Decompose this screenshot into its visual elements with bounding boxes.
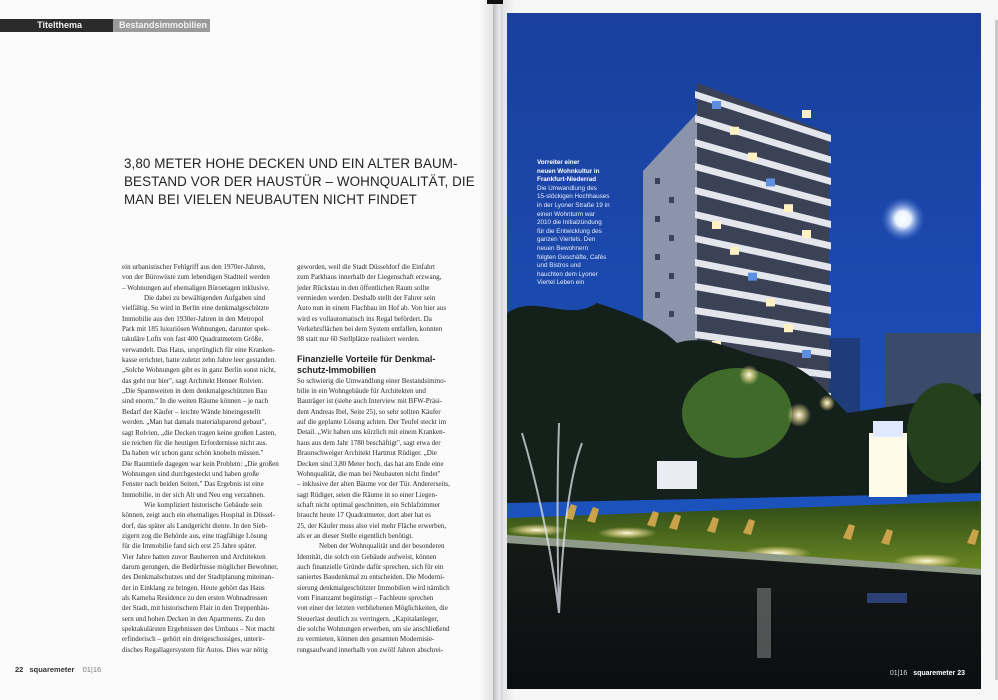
side-window <box>669 273 674 279</box>
text-line: 98 statt nur 60 Stellplätze realisiert werden. <box>297 335 420 344</box>
text-line: Immobilie, in der sich Alt und Neu eng verzahnen. <box>122 490 265 499</box>
text-line: vielfältig. So wird in Berlin eine denkmalgeschützte <box>122 304 269 313</box>
headline-line: MAN BEI VIELEN NEUBAUTEN NICHT FINDET <box>124 192 417 207</box>
text-line: vom Finanzamt begünstigt – Fachleute sprechen <box>297 593 434 602</box>
text-line: zigern zog die Behörde aus, eine tragfähige Lösung <box>122 531 268 540</box>
caption-line: 15-stöckigen Hochhauses <box>537 193 610 201</box>
text-line: „Die Spannweiten in dem denkmalgeschützten Bau <box>122 387 268 396</box>
subheading <box>297 354 469 376</box>
lit-window <box>784 204 793 212</box>
side-window <box>655 178 660 184</box>
text-line: sie reichen für die heutigen Erfordernisse nicht aus. <box>122 438 268 447</box>
page-number: 23 <box>957 670 965 677</box>
caption-line: Die Umwandlung des <box>537 184 597 192</box>
text-line: rungsaufwand innerhalb von zwölf Jahren abschrei- <box>297 645 444 654</box>
lit-tree <box>682 368 792 458</box>
lit-window <box>766 298 775 306</box>
side-window <box>669 197 674 203</box>
text-line: „Solche Wohnungen gibt es in ganz Berlin sonst nicht, <box>122 366 276 375</box>
lit-window <box>802 230 811 238</box>
text-line: Neben der Wohnqualität und der besonderen <box>319 542 445 551</box>
text-line: von der Bürowüste zum lebendigen Stadtteil werden <box>122 273 270 282</box>
text-line: Wohnqualität, die man bei Neubauten nicht findet" <box>297 469 441 478</box>
text-line: als Kameha Residence zu den ersten Wohnadressen <box>122 594 268 602</box>
text-line: kasse errichtet, hatte zuletzt zehn Jahre leer gestanden. <box>122 356 276 365</box>
photo-caption <box>537 159 637 288</box>
text-line: dent Andreas Ibel, Seite 25), so sehr sollten Käufer <box>297 407 441 416</box>
text-line: – inklusive der alten Bäume vor der Tür. Andererseits, <box>297 480 450 489</box>
body-column-2-part-a <box>297 262 469 345</box>
folio-right <box>890 670 965 677</box>
text-line: Wohnungen sind durchgesteckt und haben große <box>122 469 260 478</box>
side-window <box>655 254 660 260</box>
left-page <box>0 0 493 700</box>
text-line: Die dabei zu bewältigenden Aufgaben sind <box>144 294 266 303</box>
text-line: geworden, weil die Stadt Düsseldorf die Einfahrt <box>297 263 435 271</box>
text-line: sern und hohen Decken in den Apartments. Zu den <box>122 614 266 623</box>
lit-window <box>748 153 757 161</box>
body-column-2-part-b <box>297 376 469 655</box>
text-line: Detail. „Wir haben uns kürzlich mit einem Kranken- <box>297 428 446 437</box>
caption-line: Viertel Leben ein <box>537 279 585 287</box>
caption-line: und Bistros und <box>537 262 581 270</box>
magazine-brand: squaremeter <box>913 670 956 677</box>
lit-house <box>657 461 697 489</box>
caption-line: neuen Bewohnern <box>537 244 589 252</box>
headline-line: 3,80 METER HOHE DECKEN UND EIN ALTER BAUM- <box>124 156 458 171</box>
caption-line: hauchten dem Lyoner <box>537 270 598 278</box>
text-line: für die Immobilie fand sich erst 25 Jahre später. <box>122 542 257 551</box>
caption-line: einen Wohnturm war <box>537 210 595 218</box>
caption-line: in der Lyoner Straße 19 in <box>537 201 610 209</box>
text-line: auch finanzielle Gründe dafür sprechen, sich für ein <box>297 562 444 571</box>
text-line: 25, der Käufer muss also viel mehr Fläche erwerben, <box>297 521 447 530</box>
text-line: das geht nur hier", sagt Architekt Henner Rolvien. <box>122 376 264 385</box>
text-line: – Wohnungen auf ehemaligen Büroetagen inklusive. <box>122 283 270 292</box>
reflection <box>757 588 771 658</box>
moon <box>881 197 925 241</box>
text-line: vermieden werden. Deshalb stellt der Fahrer sein <box>297 294 436 303</box>
text-line: Auto nun in einem Flachbau im Hof ab. Von hier aus <box>297 304 447 313</box>
subheading-line: schutz-Immobilien <box>297 364 377 375</box>
text-line: Da haben wir schon ganz schön knobeln müssen." <box>122 449 264 458</box>
text-line: jeder Rückstau in den öffentlichen Raum sollte <box>297 283 430 292</box>
text-line: schaft nicht optimal geschnitten, ein Schlafzimmer <box>297 500 441 509</box>
text-line: auf die geplante Lösung achten. Der Teufel steckt im <box>297 418 447 427</box>
right-page <box>503 0 998 700</box>
side-window <box>669 235 674 241</box>
text-line: von einer der letzten verbliebenen Möglichkeiten, die <box>297 604 448 613</box>
rubric-secondary: Bestandsimmobilien <box>113 19 210 32</box>
lit-window <box>730 247 739 255</box>
side-window <box>655 216 660 222</box>
page-number: 22 <box>15 665 24 674</box>
lit-window <box>802 350 811 358</box>
text-line: Immobilie aus den 1930er-Jahren in den Metropol <box>122 314 264 323</box>
subheading-line: Finanzielle Vorteile für Denkmal- <box>297 353 436 364</box>
text-line: sind enorm." In die weiten Räume können – je nach <box>122 397 269 406</box>
lit-window <box>766 178 775 186</box>
text-line: Bauträger ist (siehe auch Interview mit BFW-Präsi- <box>297 397 443 406</box>
text-line: des Denkmalschutzes und der Stadtplanung miteinan- <box>122 573 274 582</box>
text-line: takuläre Lofts von fast 400 Quadratmetern Größe, <box>122 335 264 344</box>
caption-line: 2010 die Initialzündung <box>537 219 602 227</box>
text-line: bilie in ein Wohngebäude für Architekten und <box>297 387 426 396</box>
headline <box>124 155 475 209</box>
text-line: spektakulärsten Ergebnissen des Umbaus – Not macht <box>122 625 275 634</box>
text-line: Vier Jahre hatten zuvor Bauherren und Architekten <box>122 552 266 561</box>
text-line: sagt Rolvien, „die Decken tragen keine großen Lasten, <box>122 428 276 437</box>
text-line: sagt Rüdiger, seien die Räume in so einer Liegen- <box>297 490 438 499</box>
text-line: dorf, das später als Landgericht diente. In den Sieb- <box>122 521 268 530</box>
text-line: Wie kompliziert historische Gebäude sein <box>144 500 262 509</box>
issue-number: 01|16 <box>889 670 908 677</box>
caption-title-line: Frankfurt-Niederrad <box>537 176 597 184</box>
text-line: Fenster nach beiden Seiten." Das Ergebnis ist eine <box>122 480 264 489</box>
sign-top <box>873 421 903 437</box>
street-lamp <box>819 395 835 411</box>
section-rubric <box>0 19 210 32</box>
text-line: saniertes Baudenkmal zu entscheiden. Die Moderni- <box>297 573 445 582</box>
text-line: Braunschweiger Architekt Hartmut Rüdiger. „Die <box>297 449 437 458</box>
lit-window <box>712 221 721 229</box>
street-lamp <box>739 365 759 385</box>
ground-light <box>597 527 657 539</box>
street-lamp <box>787 403 811 427</box>
text-line: braucht heute 17 Quadratmeter, dort aber hat es <box>297 511 431 520</box>
lit-window <box>802 110 811 118</box>
text-line: können, zeigt auch ein ehemaliges Hospital in Düssel- <box>122 511 276 520</box>
text-line: die solche Wohnungen erwerben, um sie anschließend <box>297 625 450 633</box>
text-line: Steuerlast deutlich zu verringern. „Kapitalanleger, <box>297 614 439 623</box>
text-line: der in Einklang zu bringen. Heute gehört das Haus <box>122 583 265 592</box>
text-line: Verkehrsflächen bei dem System entfallen, konnten <box>297 325 443 334</box>
folio-left <box>15 665 101 674</box>
text-line: disches Regallagersystem für Autos. Dies war nötig <box>122 645 268 654</box>
spine-gutter <box>493 0 503 700</box>
illuminated-sign <box>869 433 907 497</box>
text-line: Park mit 185 luxuriösen Wohnungen, darunter spek- <box>122 325 270 334</box>
body-column-2 <box>297 262 469 655</box>
text-line: darum gerungen, die Bedürfnisse möglicher Bewohner, <box>122 562 279 571</box>
side-window <box>669 311 674 317</box>
text-line: Decken sind 3,80 Meter hoch, das hat am Ende eine <box>297 459 444 468</box>
lit-window <box>748 273 757 281</box>
text-line: zum Parkhaus innerhalb der Liegenschaft erzwang, <box>297 273 442 282</box>
text-line: haus aus dem Jahr 1780 beschäftigt", sagt etwa der <box>297 438 441 447</box>
text-line: verwandelt. Das Haus, ursprünglich für eine Kranken- <box>122 345 276 354</box>
text-line: wird es vollautomatisch ins Regal befördert. Da <box>297 314 432 323</box>
caption-line: folgten Geschäfte, Cafés <box>537 253 607 261</box>
text-line: als er an dieser Stelle eigentlich benötigt. <box>297 531 414 540</box>
caption-title-line: Vorreiter einer <box>537 159 580 166</box>
night-photo-residential-tower <box>507 13 981 689</box>
text-line: Identität, die solch ein Gebäude aufweist, können <box>297 552 437 561</box>
text-line: ein urbanistischer Fehlgriff aus den 1970er-Jahren, <box>122 263 266 271</box>
lit-window <box>712 101 721 109</box>
rubric-primary: Titelthema <box>0 19 113 32</box>
lit-window <box>730 127 739 135</box>
caption-title-line: neuen Wohnkultur in <box>537 167 600 175</box>
issue-number: 01|16 <box>82 665 102 674</box>
text-line: So schwierig die Umwandlung einer Bestandsimmo- <box>297 376 446 385</box>
text-line: Bedarf der Käufer – leichte Wände hineingestellt <box>122 407 261 416</box>
text-line: sierung denkmalgeschützter Immobilien wird nämlich <box>297 583 450 592</box>
text-line: erfinderisch – gehört ein dreigeschossiges, unterir- <box>122 635 265 644</box>
text-line: Die Raumtiefe dagegen war kein Problem: „Die großen <box>122 459 279 468</box>
text-line: der Stadt, mit historischem Flair in den Treppenhäu- <box>122 604 270 613</box>
body-column-1 <box>122 262 294 655</box>
caption-line: ganzen Viertels. Den <box>537 236 596 244</box>
photo-illustration <box>507 13 981 689</box>
text-line: werden. „Man hat damals materialsparend gebaut", <box>122 418 267 427</box>
text-line: zu vermieten, können den gesamten Modernisie- <box>297 635 435 644</box>
magazine-brand: squaremeter <box>29 665 75 674</box>
lit-window <box>784 324 793 332</box>
caption-line: für die Entwicklung des <box>537 227 602 235</box>
headline-line: BESTAND VOR DER HAUSTÜR – WOHNQUALITÄT, DIE <box>124 174 475 189</box>
side-window <box>655 292 660 298</box>
caption-body <box>537 185 637 288</box>
reflection <box>867 593 907 603</box>
